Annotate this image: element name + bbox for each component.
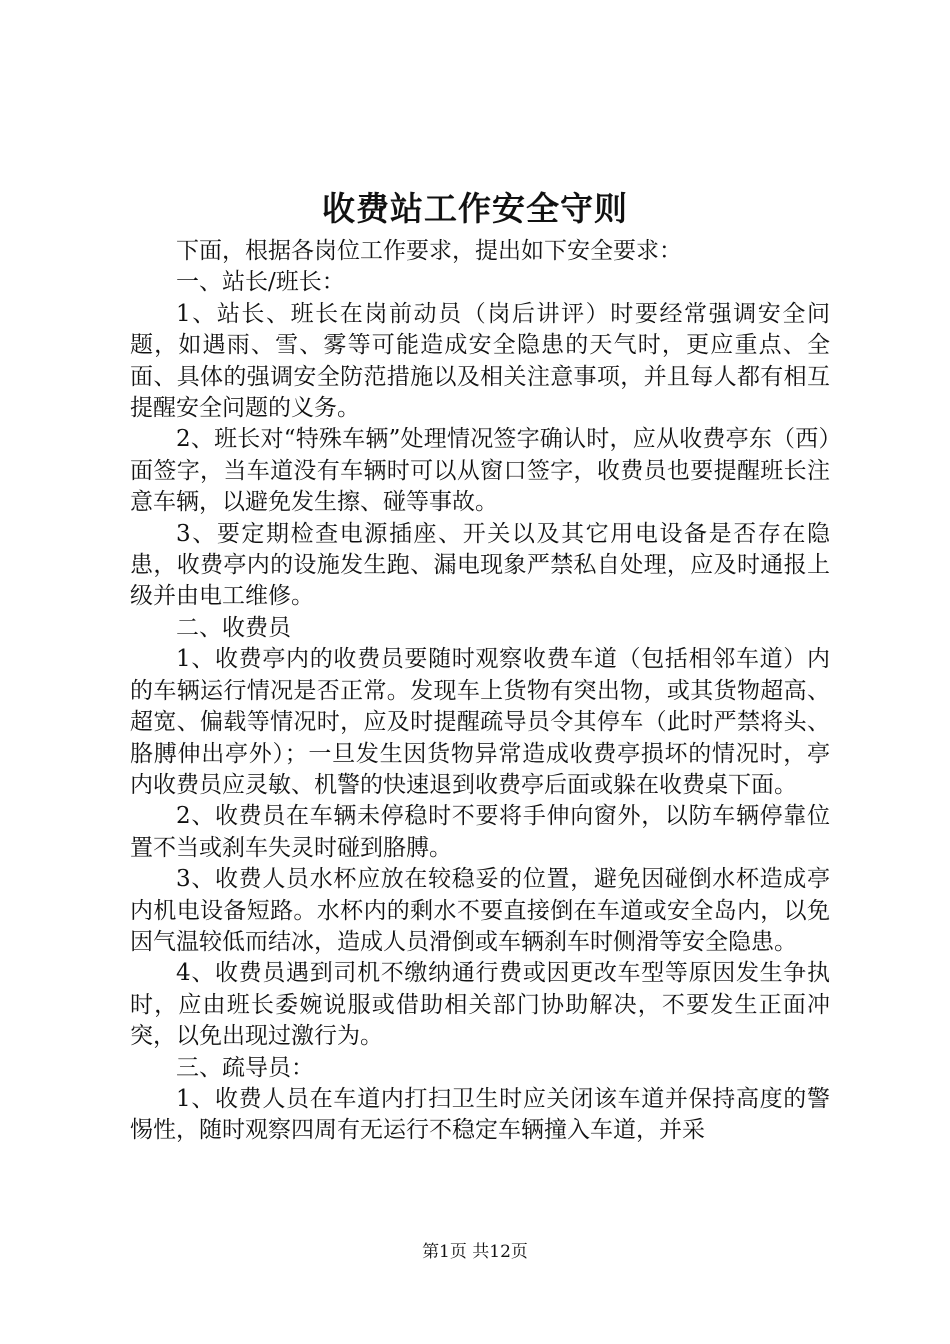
page-number-footer: 第1页 共12页 [422,1242,528,1262]
intro-paragraph: 下面，根据各岗位工作要求，提出如下安全要求： [176,238,682,264]
section-heading-station-master: 一、站长/班长： [176,269,345,296]
paragraph: 1、收费亭内的收费员要随时观察收费车道（包括相邻车道）内的车辆运行情况是否正常。发现车上货物有突出物，或其货物超高、超宽、偏载等情况时，应及时提醒疏导员令其停车（此时严禁将头、胳膊伸出亭外）；一旦发生因货物异常造成收费亭损坏的情况时，亭内收费员应灵敏、机警的快速退到收费亭后面或躲在收费桌下面。 [130,646,830,798]
paragraph: 1、站长、班长在岗前动员（岗后讲评）时要经常强调安全问题，如遇雨、雪、雾等可能造成安全隐患的天气时，更应重点、全面、具体的强调安全防范措施以及相关注意事项，并且每人都有相互提醒安全问题的义务。 [130,300,830,422]
document-title: 收费站工作安全守则 [322,189,628,228]
paragraph: 3、收费人员水杯应放在较稳妥的位置，避免因碰倒水杯造成亭内机电设备短路。水杯内的剩水不要直接倒在车道或安全岛内，以免因气温较低而结冰，造成人员滑倒或车辆刹车时侧滑等安全隐患。 [130,866,830,955]
section-heading-toll-collector: 二、收费员 [176,614,291,641]
document-body [130,236,830,1147]
paragraph: 4、收费员遇到司机不缴纳通行费或因更改车型等原因发生争执时，应由班长委婉说服或借助相关部门协助解决，不要发生正面冲突，以免出现过激行为。 [130,960,830,1050]
paragraph: 2、收费员在车辆未停稳时不要将手伸向窗外，以防车辆停靠位置不当或刹车失灵时碰到胳膊。 [130,803,830,861]
paragraph: 1、收费人员在车道内打扫卫生时应关闭该车道并保持高度的警惕性，随时观察四周有无运行不稳定车辆撞入车道，并采 [130,1085,830,1144]
paragraph: 2、班长对“特殊车辆”处理情况签字确认时，应从收费亭东（西）面签字，当车道没有车辆时可以从窗口签字，收费员也要提醒班长注意车辆，以避免发生擦、碰等事故。 [130,426,830,516]
section-heading-traffic-guide: 三、疏导员： [176,1054,314,1081]
paragraph: 3、要定期检查电源插座、开关以及其它用电设备是否存在隐患，收费亭内的设施发生跑、漏电现象严禁私自处理，应及时通报上级并由电工维修。 [130,520,830,610]
